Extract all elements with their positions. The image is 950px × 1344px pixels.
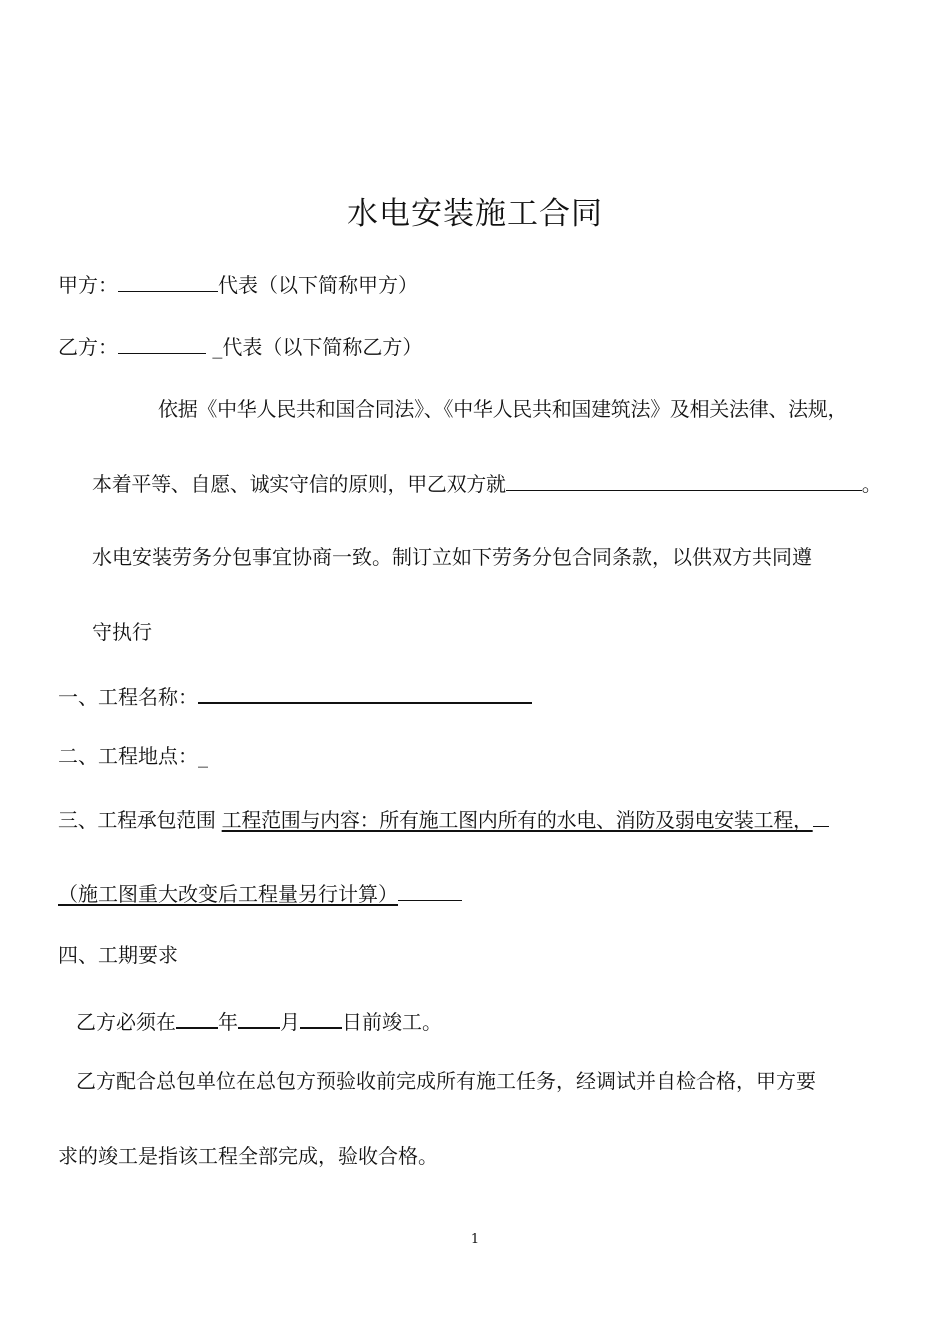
deadline-month-blank[interactable] [238, 1007, 280, 1029]
section-3-line-2-blank [398, 880, 462, 901]
section-3-line-2 [58, 880, 462, 906]
section-3-label: 三、工程承包范围 [58, 808, 216, 832]
section-3-line [58, 806, 829, 832]
section-1-label: 一、工程名称： [58, 685, 198, 709]
party-b-label: 乙方： [58, 335, 118, 359]
page-number: 1 [470, 1232, 480, 1247]
intro-line-2-suffix: 。 [861, 472, 882, 496]
party-b-suffix: _代表（以下简称乙方） [212, 335, 423, 359]
section-3-scope-line-1: 工程范围与内容：所有施工图内所有的水电、消防及弱电安装工程， [221, 808, 813, 832]
project-name-blank[interactable] [198, 682, 532, 704]
section-1-line [58, 682, 532, 709]
section-2-line: 二、工程地点：_ [58, 744, 208, 768]
deadline-month-label: 月 [280, 1010, 300, 1034]
party-a-suffix: 代表（以下简称甲方） [218, 273, 418, 297]
party-a-blank[interactable] [118, 271, 218, 292]
deadline-year-blank[interactable] [176, 1007, 218, 1029]
section-3-trailing-blank [813, 806, 829, 827]
intro-line-2-prefix: 本着平等、自愿、诚实守信的原则，甲乙双方就 [92, 472, 506, 496]
deadline-day-blank[interactable] [300, 1007, 342, 1029]
document-title: 水电安装施工合同 [347, 196, 603, 232]
intro-subject-blank[interactable] [506, 470, 862, 491]
deadline-day-suffix: 日前竣工。 [342, 1010, 442, 1034]
completion-para-line-2: 求的竣工是指该工程全部完成，验收合格。 [58, 1144, 438, 1168]
party-a-line [58, 271, 418, 297]
deadline-line [76, 1007, 442, 1034]
party-b-line [58, 333, 422, 359]
deadline-prefix: 乙方必须在 [76, 1010, 176, 1034]
deadline-year-label: 年 [218, 1010, 238, 1034]
intro-line-1: 依据《中华人民共和国合同法》、《中华人民共和国建筑法》及相关法律、法规， [158, 397, 848, 421]
party-a-label: 甲方： [58, 273, 118, 297]
section-3-scope-line-2: （施工图重大改变后工程量另行计算） [58, 882, 398, 906]
intro-line-3: 水电安装劳务分包事宜协商一致。制订立如下劳务分包合同条款，以供双方共同遵 [92, 545, 812, 569]
intro-line-4: 守执行 [92, 620, 152, 644]
party-b-blank[interactable] [118, 333, 206, 354]
section-4-heading: 四、工期要求 [58, 943, 178, 967]
completion-para-line-1: 乙方配合总包单位在总包方预验收前完成所有施工任务，经调试并自检合格，甲方要 [76, 1069, 816, 1093]
intro-line-2 [92, 470, 881, 496]
